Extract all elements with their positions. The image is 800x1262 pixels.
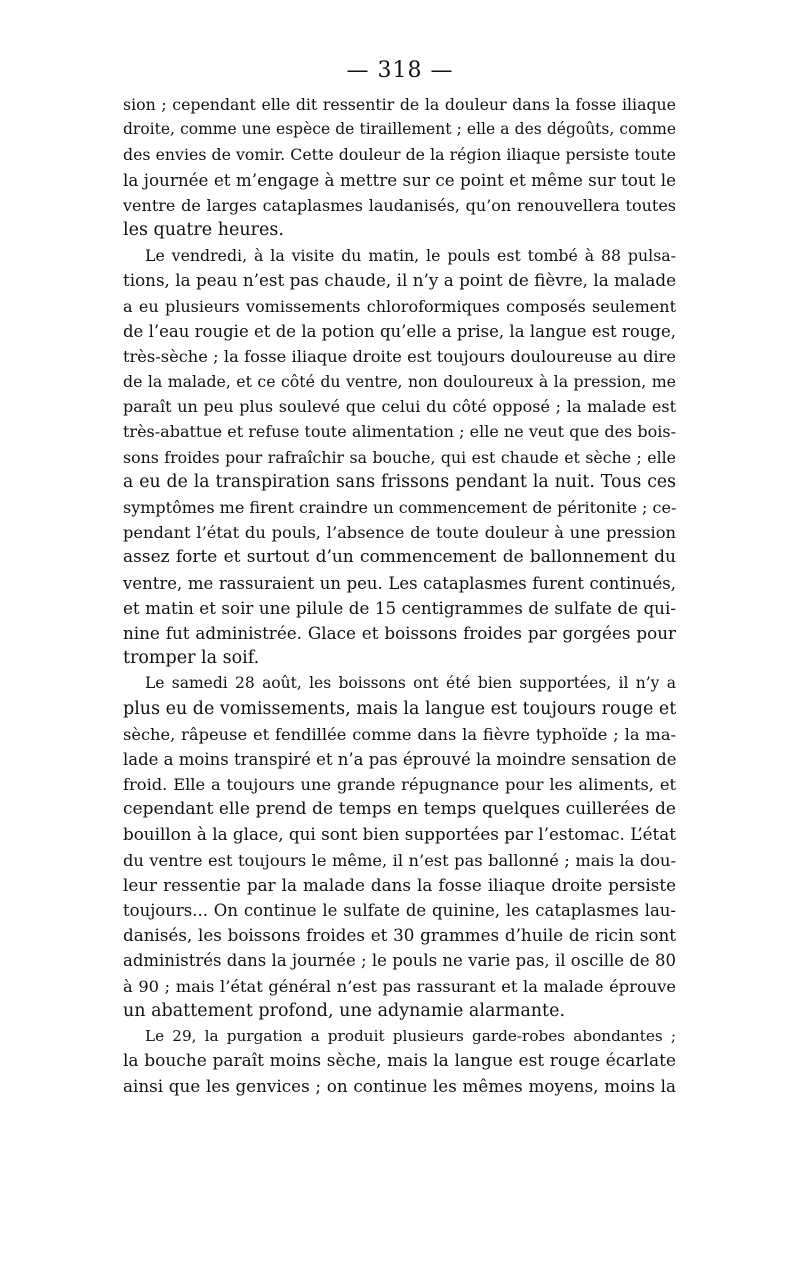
text-line: des envies de vomir. Cette douleur de la région iliaque persiste toute [123, 145, 676, 165]
text-line: et matin et soir une pilule de 15 centigrammes de sulfate de qui- [123, 597, 676, 618]
text-line: un abattement profond, une adynamie alarmante. [123, 1000, 566, 1021]
paragraph-4 [123, 1024, 676, 1100]
text-line: toujours... On continue le sulfate de quinine, les cataplasmes lau- [123, 901, 676, 920]
text-line: a eu plusieurs vomissements chloroformiques composés seulement [123, 296, 676, 316]
text-line: tions, la peau n’est pas chaude, il n’y a point de fièvre, la malade [123, 270, 676, 291]
text-line: la bouche paraît moins sèche, mais la langue est rouge écarlate [123, 1051, 676, 1072]
text-line: tromper la soif. [123, 648, 260, 669]
text-line: paraît un peu plus soulevé que celui du côté opposé ; la malade est [123, 397, 676, 417]
text-line: a eu de la transpiration sans frissons pendant la nuit. Tous ces [123, 471, 676, 492]
paragraph-1 [123, 92, 676, 243]
text-line: de l’eau rougie et de la potion qu’elle a prise, la langue est rouge, [123, 321, 676, 341]
text-line: pendant l’état du pouls, l’absence de toute douleur à une pression [123, 523, 676, 543]
text-line: cependant elle prend de temps en temps quelques cuillerées de [123, 799, 676, 820]
text-line: Le vendredi, à la visite du matin, le pouls est tombé à 88 pulsa- [145, 246, 676, 266]
text-line: à 90 ; mais l’état général n’est pas rassurant et la malade éprouve [123, 976, 676, 996]
text-line: ventre de larges cataplasmes laudanisés, qu’on renouvellera toutes [123, 195, 676, 215]
text-line: droite, comme une espèce de tiraillement ; elle a des dégoûts, comme [123, 120, 676, 139]
text-line: sons froides pour rafraîchir sa bouche, qui est chaude et sèche ; elle [123, 447, 676, 467]
text-line: sèche, râpeuse et fendillée comme dans la fièvre typhoïde ; la ma- [123, 724, 676, 744]
text-line: froid. Elle a toujours une grande répugnance pour les aliments, et [123, 775, 676, 795]
body-text [123, 92, 676, 1100]
text-line: les quatre heures. [123, 219, 284, 240]
text-line: la journée et m’engage à mettre sur ce point et même sur tout le [123, 169, 676, 190]
text-line: symptômes me firent craindre un commencement de péritonite ; ce- [123, 498, 677, 517]
text-line: ventre, me rassuraient un peu. Les cataplasmes furent continués, [123, 573, 676, 593]
text-line: assez forte et surtout d’un commencement de ballonnement du [123, 547, 676, 568]
text-line: du ventre est toujours le même, il n’est pas ballonné ; mais la dou- [123, 850, 676, 870]
text-line: nine fut administrée. Glace et boissons froides par gorgées pour [123, 622, 676, 643]
text-line: danisés, les boissons froides et 30 grammes d’huile de ricin sont [123, 925, 676, 946]
text-line: très-sèche ; la fosse iliaque droite est toujours douloureuse au dire [123, 346, 676, 366]
text-line: bouillon à la glace, qui sont bien supportées par l’estomac. L’état [123, 824, 676, 845]
paragraph-3 [123, 671, 676, 1024]
text-line: de la malade, et ce côté du ventre, non douloureux à la pression, me [123, 372, 676, 392]
text-line: plus eu de vomissements, mais la langue est toujours rouge et [123, 698, 677, 719]
text-line: très-abattue et refuse toute alimentation ; elle ne veut que des bois- [123, 422, 676, 442]
text-line: lade a moins transpiré et n’a pas éprouvé la moindre sensation de [123, 749, 677, 769]
text-line: ainsi que les genvices ; on continue les mêmes moyens, moins la [123, 1076, 676, 1097]
text-line: leur ressentie par la malade dans la fosse iliaque droite persiste [123, 874, 676, 895]
text-line: administrés dans la journée ; le pouls ne varie pas, il oscille de 80 [123, 951, 676, 971]
text-line: Le samedi 28 août, les boissons ont été bien supportées, il n’y a [145, 674, 676, 693]
text-line: Le 29, la purgation a produit plusieurs garde-robes abondantes ; [145, 1026, 676, 1045]
page-number: — 318 — [346, 58, 454, 83]
text-line: sion ; cependant elle dit ressentir de la douleur dans la fosse iliaque [123, 95, 676, 114]
paragraph-2 [123, 243, 676, 671]
